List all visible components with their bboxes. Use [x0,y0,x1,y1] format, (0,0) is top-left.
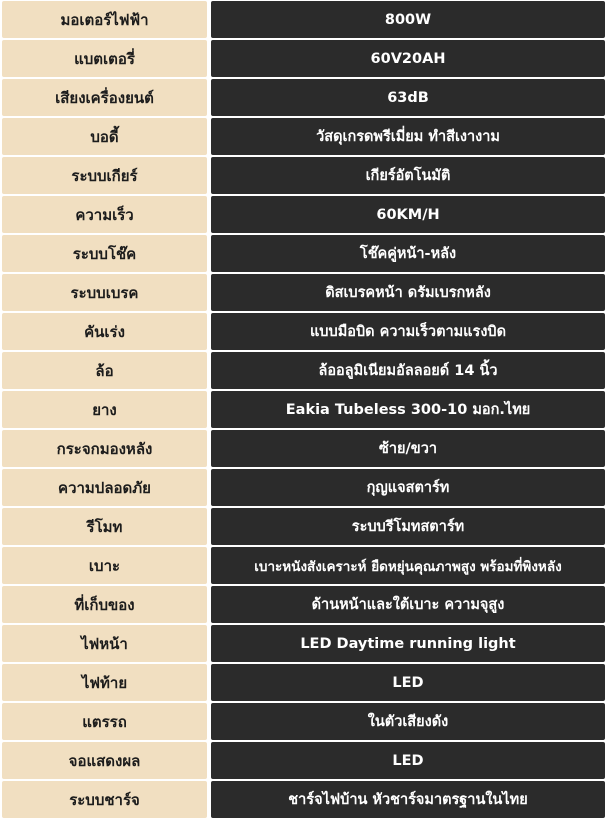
spec-row-seat [0,547,606,584]
spec-value: ชาร์จไฟบ้าน หัวชาร์จมาตรฐานในไทย [211,781,605,818]
spec-value: ด้านหน้าและใต้เบาะ ความจุสูง [211,586,605,623]
spec-label: แบตเตอรี่ [2,40,207,77]
spec-value: กุญแจสตาร์ท [211,469,605,506]
spec-row-motor [0,1,606,38]
spec-value: ระบบรีโมทสตาร์ท [211,508,605,545]
spec-value: Eakia Tubeless 300-10 มอก.ไทย [211,391,605,428]
spec-label: เสียงเครื่องยนต์ [2,79,207,116]
spec-value: เบาะหนังสังเคราะห์ ยืดหยุ่นคุณภาพสูง พร้อมที่พิงหลัง [211,547,605,584]
spec-label: เบาะ [2,547,207,584]
spec-row-storage [0,586,606,623]
spec-value: ดิสเบรคหน้า ดรัมเบรกหลัง [211,274,605,311]
spec-label: ที่เก็บของ [2,586,207,623]
spec-label: แตรรถ [2,703,207,740]
spec-value: 800W [211,1,605,38]
spec-row-horn [0,703,606,740]
spec-label: ระบบชาร์จ [2,781,207,818]
spec-value: 60KM/H [211,196,605,233]
spec-row-mirror [0,430,606,467]
spec-label: ยาง [2,391,207,428]
spec-row-gear [0,157,606,194]
spec-label: ล้อ [2,352,207,389]
spec-row-throttle [0,313,606,350]
spec-label: คันเร่ง [2,313,207,350]
spec-label: ระบบเบรค [2,274,207,311]
spec-row-display [0,742,606,779]
spec-value: LED Daytime running light [211,625,605,662]
spec-label: บอดี้ [2,118,207,155]
spec-row-brake [0,274,606,311]
spec-value: ซ้าย/ขวา [211,430,605,467]
spec-label: ไฟหน้า [2,625,207,662]
spec-row-taillight [0,664,606,701]
spec-row-suspension [0,235,606,272]
spec-label: รีโมท [2,508,207,545]
spec-label: จอแสดงผล [2,742,207,779]
spec-row-remote [0,508,606,545]
spec-row-speed [0,196,606,233]
spec-row-wheel [0,352,606,389]
spec-label: กระจกมองหลัง [2,430,207,467]
spec-value: แบบมือบิด ความเร็วตามแรงบิด [211,313,605,350]
spec-value: ล้ออลูมิเนียมอัลลอยด์ 14 นิ้ว [211,352,605,389]
spec-label: ไฟท้าย [2,664,207,701]
spec-label: ระบบโช๊ค [2,235,207,272]
spec-row-battery [0,40,606,77]
spec-value: วัสดุเกรดพรีเมี่ยม ทำสีเงางาม [211,118,605,155]
spec-value: ในตัวเสียงดัง [211,703,605,740]
spec-label: ระบบเกียร์ [2,157,207,194]
spec-row-body [0,118,606,155]
spec-label: ความเร็ว [2,196,207,233]
spec-row-safety [0,469,606,506]
spec-row-engine-sound [0,79,606,116]
spec-value: 63dB [211,79,605,116]
spec-value: เกียร์อัตโนมัติ [211,157,605,194]
spec-row-headlight [0,625,606,662]
spec-label: มอเตอร์ไฟฟ้า [2,1,207,38]
spec-label: ความปลอดภัย [2,469,207,506]
spec-row-tire [0,391,606,428]
spec-row-charging [0,781,606,818]
spec-value: 60V20AH [211,40,605,77]
spec-value: โช๊คคู่หน้า-หลัง [211,235,605,272]
spec-value: LED [211,664,605,701]
spec-value: LED [211,742,605,779]
